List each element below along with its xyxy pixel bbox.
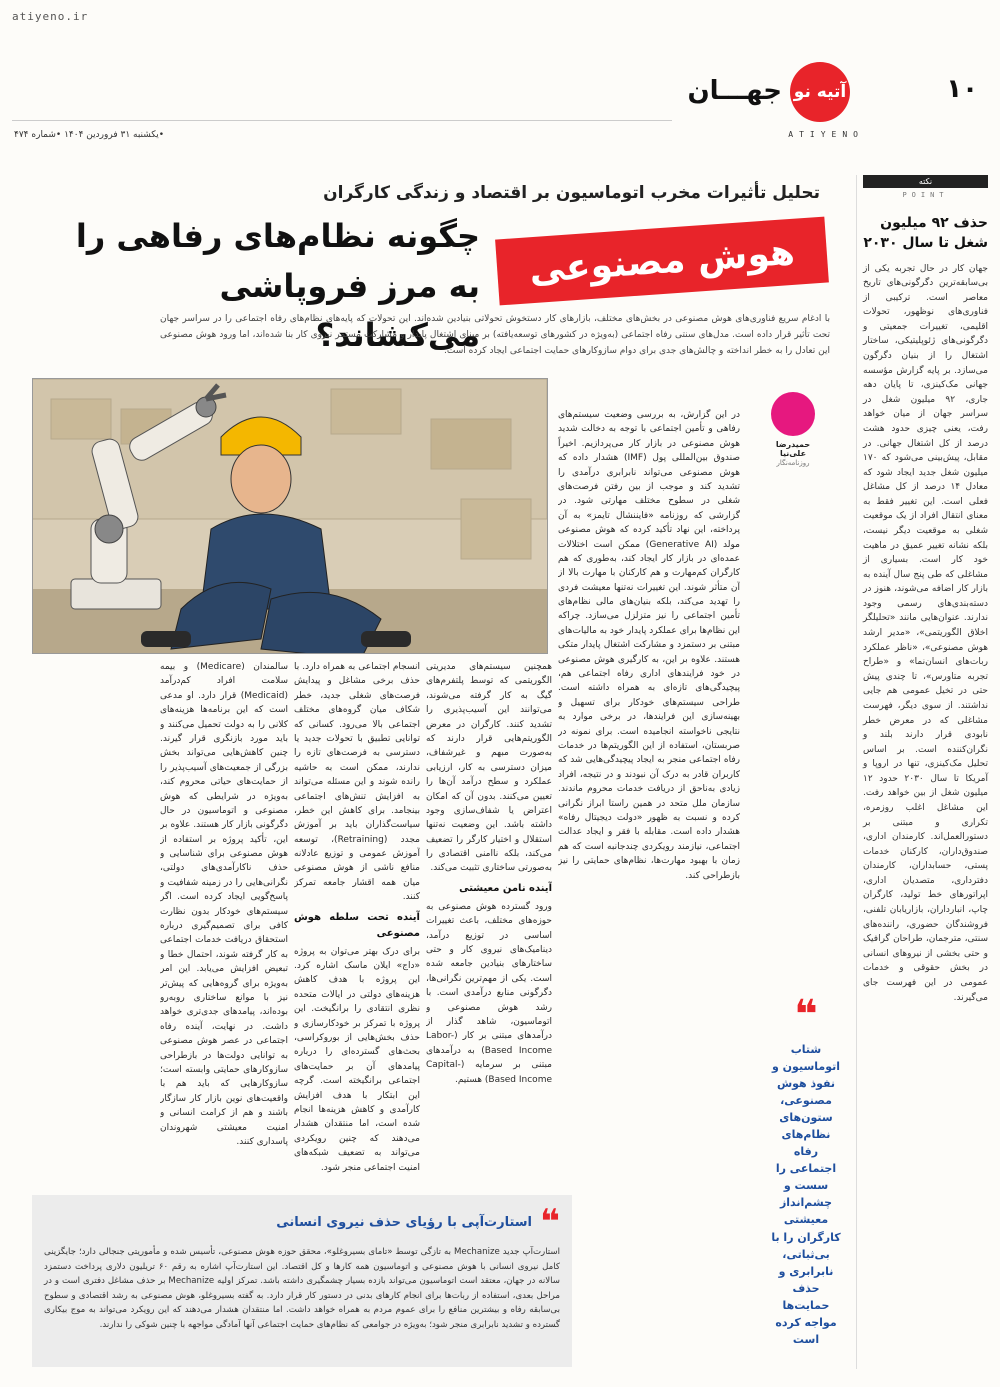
- sidebar-title: حذف ۹۲ میلیون شغل تا سال ۲۰۳۰: [863, 215, 988, 252]
- box-title: استارت‌آپی با رؤیای حذف نیروی انسانی: [276, 1214, 533, 1230]
- point-label-en: POINT: [902, 191, 949, 199]
- logo-text: آتیه نو: [793, 82, 847, 102]
- box-text: استارت‌آپ جدید Mechanize به تازگی توسط «تامای بسیروغلو»، محقق حوزه هوش مصنوعی، تأسیس شده و مأموریتی جنجالی دارد؛ جایگزینی کامل نیروی انسانی با هوش مصنوعی و اتوماسیون همه کارها و کل اقتصاد. این استارت‌آپ اشاره به رقم ۶۰ تریلیون دلاری پرداخت دستمزد سالانه در جهان، معتقد است اتوماسیون می‌تواند بازده بسیار چشمگیری داشته باشد. تمرکز اولیه Mechanize بر حذف مشاغل دفتری است و در مراحل بعدی، استفاده از ربات‌ها برای انجام کارهای بدنی در دستور کار قرار دارد. به گفته بسیروغلو، هوش مصنوعی به رشد اقتصادی و سطوح بی‌سابقه رفاه و بیشترین منافع را برای عموم مردم به همراه خواهد داشت. اما منتقدان هشدار می‌دهند که این رویکرد می‌تواند به موج بیکاری گسترده و تشدید نابرابری منجر شود؛ به‌ویژه در جوامعی که نظام‌های حمایت اجتماعی آنها آمادگی مواجهه با چنین شوکی را ندارند.: [44, 1247, 561, 1331]
- banner-text: هوش مصنوعی: [528, 231, 796, 291]
- startup-box: [32, 1195, 572, 1367]
- column-4-text: سالمندان (Medicare) و بیمه سلامت افراد کم‌درآمد (Medicaid) قرار دارد. او مدعی است که این برنامه‌ها هزینه‌های کلانی را به دولت تحمیل می‌کنند و باید مورد بازنگری قرار گیرند. چنین کاهش‌هایی می‌تواند بخش بزرگی از جمعیت‌های آسیب‌پذیر را از حمایت‌های حیاتی محروم کند، به‌ویژه در شرایطی که هوش مصنوعی و اتوماسیون در حال دگرگونی بازار کار هستند. علاوه بر این، تأکید پروژه بر استفاده از هوش مصنوعی برای شناسایی و حذف ناکارآمدی‌های دولتی، نگرانی‌هایی را در زمینه شفافیت و پاسخ‌گویی ایجاد کرده است. اگر سیستم‌های خودکار بدون نظارت کافی برای تصمیم‌گیری درباره استحقاق دریافت خدمات اجتماعی به کار گرفته شوند، احتمال خطا و تبعیض افزایش می‌یابد. این امر به‌ویژه برای گروه‌هایی که پیش‌تر نیز با موانع ساختاری روبه‌رو بوده‌اند، پیامدهای جدی‌تری خواهد داشت. در نهایت، آینده رفاه اجتماعی در عصر هوش مصنوعی به توانایی دولت‌ها در بازطراحی سازوکارهای حمایتی وابسته است؛ سازوکارهایی که باید هم با واقعیت‌های نوین بازار کار سازگار باشند و هم از کرامت انسانی و امنیت معیشتی شهروندان پاسداری کنند.: [160, 662, 288, 1147]
- article-supertitle: تحلیل تأثیرات مخرب اتوماسیون بر اقتصاد و زندگی کارگران: [323, 183, 820, 203]
- page-number: ۱۰: [946, 74, 978, 104]
- quote-icon: ❝: [540, 1202, 560, 1242]
- section-title: جهـــان: [687, 76, 782, 106]
- subhead-future-livelihood: آینده نامن معیشتی: [459, 882, 552, 894]
- point-label: نکته: [863, 175, 988, 188]
- column-1-text: در این گزارش، به بررسی وضعیت سیستم‌های رفاهی و تأمین اجتماعی با توجه به دخالت شدید هوش مصنوعی در بازار کار می‌پردازیم. اخیراً صندوق بین‌المللی پول (IMF) هشدار داده که هوش مصنوعی می‌تواند نابرابری درآمدی را تشدید کند و موجب از بین رفتن فرصت‌های شغلی در سطوح مختلف مهارتی شود. در گزارشی که روزنامه «فایننشال تایمز» به آن پرداخته، این نهاد تأکید کرده که هوش مصنوعی مولد (Generative AI) ممکن است اختلالات عمده‌ای در بازار کار ایجاد کند، به‌طوری که هم کارگران کم‌مهارت و هم کارکنان با مهارت بالا از آن متأثر شوند. این تغییرات نه‌تنها معیشت فردی را تهدید می‌کند، بلکه بنیان‌های مالی نظام‌های تأمین اجتماعی را نیز متزلزل می‌سازد. چراکه این نظام‌ها برای عملکرد پایدار خود به مالیات‌های مبتنی بر دستمزد و مشارکت اشتغال پایدار متکی هستند. علاوه بر این، به کارگیری هوش مصنوعی در خود فرایندهای اداری رفاه اجتماعی هم، پیچیدگی‌های تازه‌ای به همراه داشته است. طراحی سیستم‌های خودکار برای تسهیل و بهینه‌سازی این فرایندها، در برخی موارد به نتایجی ناخواسته انجامیده است. برای نمونه در صربستان، استفاده از این الگوریتم‌ها در خدمات رفاه اجتماعی منجر به ایجاد پیچیدگی‌هایی شد که کاربران قادر به درک آن نبودند و در نتیجه، افراد زیادی به‌ناحق از دریافت خدمات محروم ماندند. سازمان ملل متحد در همین راستا ابراز نگرانی کرده و نسبت به ظهور «دولت دیجیتال رفاه» هشدار داده است. مقابله با فقر و ایجاد عدالت اجتماعی، نیازمند رویکردی چندجانبه است که هم زمان با بهبود مهارت‌ها، نظام‌های حمایتی را نیز بازطراحی کند.: [558, 410, 740, 881]
- quote-icon: ❝: [794, 992, 818, 1038]
- newspaper-logo[interactable]: [790, 62, 850, 122]
- author-name: حمیدرضا علی‌نیا: [775, 440, 811, 458]
- site-url[interactable]: atiyeno.ir: [12, 10, 89, 23]
- pull-quote: [770, 992, 842, 1348]
- point-sidebar: [856, 175, 988, 1369]
- article-column-3: [294, 660, 420, 1200]
- logo-caption: ATIYENO: [788, 130, 864, 139]
- issue-info: •یکشنبه ۳۱ فروردین ۱۴۰۴ •شماره ۴۷۴: [14, 130, 165, 140]
- column-2-text: همچنین سیستم‌های مدیریتی الگوریتمی که توسط پلتفرم‌های گیگ به کار گرفته می‌شوند، می‌توانند این آسیب‌پذیری را تشدید کنند. کارگران در معرض الگوریتم‌هایی قرار دارند که به‌صورت مبهم و غیرشفاف، میزان دسترسی به کار، ارزیابی عملکرد و سطح درآمد آن‌ها را تعیین می‌کنند. بدون آن که امکان اعتراض یا شفاف‌سازی وجود داشته باشد. این وضعیت نه‌تنها استقلال و اختیار کارگر را تضعیف می‌کند، بلکه ناامنی اقتصادی را به‌صورتی ساختاری تثبیت می‌کند.: [426, 662, 552, 874]
- author-role: روزنامه‌نگار: [776, 459, 810, 467]
- article-column-2: [426, 660, 552, 1200]
- worker-robot-illustration: [32, 378, 548, 654]
- article-lead: با ادغام سریع فناوری‌های هوش مصنوعی در بخش‌های مختلف، بازارهای کار دستخوش تحولاتی بنیادین شده‌اند. این تحولات که پایه‌های نظام‌های رفاه اجتماعی را در سراسر جهان تحت تأثیر قرار داده است. مدل‌های سنتی رفاه اجتماعی (به‌ویژه در کشورهای توسعه‌یافته) بر مبنای اشتغال پایدار و مشارکت مستمر نیروی کار بنا شده‌اند، اما ورود هوش مصنوعی این تعادل را به خطر انداخته و چالش‌های جدی برای دوام سازوکارهای حمایت اجتماعی ایجاد کرده است.: [160, 314, 830, 356]
- box-title-row: [44, 1202, 560, 1242]
- column-3-text: انسجام اجتماعی به همراه دارد. با حذف برخی مشاغل و پیدایش فرصت‌های شغلی جدید، خطر شکاف میان گروه‌های مختلف اجتماعی بالا می‌رود. کسانی که توانایی تطبیق با تحولات جدید یا دسترسی به فرصت‌های تازه را ندارند، ممکن است به حاشیه رانده شوند و این مسئله می‌تواند به افزایش تنش‌های اجتماعی بینجامد. برای کاهش این خطر، سیاست‌گذاران باید بر آموزش مجدد (Retraining)، توسعه آموزش عمومی و توزیع عادلانه منافع ناشی از هوش مصنوعی میان همه اقشار جامعه تمرکز کنند.: [294, 662, 420, 903]
- author-block: [766, 392, 820, 467]
- headline-banner: [495, 217, 829, 306]
- column-3-text-cont: برای درک بهتر می‌توان به پروژه «داج» ایلان ماسک اشاره کرد. این پروژه با هدف کاهش هزینه‌های دولتی در ایالات متحده نظری انتقادی را برانگیخت. این پروژه با تمرکز بر خودکارسازی و حذف بخش‌هایی از بوروکراسی، بحث‌های گسترده‌ای را درباره پیامدهای آن بر حمایت‌های اجتماعی برانگیخته است. گرچه این ابتکار با هدف افزایش کارآمدی و کاهش هزینه‌ها انجام شده است، اما منتقدان هشدار می‌دهند که چنین رویکردی می‌تواند به تضعیف شبکه‌های امنیت اجتماعی منجر شود.: [294, 946, 420, 1173]
- header-divider: [12, 120, 672, 121]
- article-column-4: [160, 660, 288, 1200]
- column-2-text-cont: ورود گسترده هوش مصنوعی به حوزه‌های مختلف، باعث تغییرات اساسی در توزیع درآمد، دینامیک‌های نیروی کار و حتی ساختارهای بنیادین جامعه شده است. یکی از مهم‌ترین نگرانی‌ها، دگرگونی منابع درآمدی است. با رشد هوش مصنوعی و اتوماسیون، شاهد گذار از درآمدهای مبتنی بر کار (Labor-Based Income) به درآمدهای مبتنی بر سرمایه (Capital-Based Income) هستیم.: [426, 901, 552, 1085]
- article-column-1: [558, 408, 740, 1200]
- author-avatar: [771, 392, 815, 436]
- subhead-ai-dominated-future: آینده تحت سلطه هوش مصنوعی: [294, 911, 420, 939]
- article-headline: چگونه نظام‌های رفاهی را به مرز فروپاشی می‌کشاند؟: [75, 217, 480, 355]
- sidebar-text: جهان کار در حال تجربه یکی از بی‌سابقه‌ترین دگرگونی‌های تاریخ معاصر است. ترکیبی از فناوری‌های نوظهور، تحولات اقلیمی، تغییرات جمعیتی و دگرگونی‌های ژئوپلیتیکی، ساختار اشتغال را از بنیان دگرگون می‌سازد. بر پایه گزارش مؤسسه جهانی مک‌کینزی، تا پایان دهه جاری، ۹۲ میلیون شغل در سراسر جهان از میان خواهد رفت، یعنی چیزی حدود هشت درصد از کل اشتغال جهانی. در مقابل، پیش‌بینی می‌شود که ۱۷۰ میلیون شغل جدید ایجاد شود که معادل ۱۴ درصد از کل مشاغل فعلی است. این تغییر فقط به معنای انتقال افراد از یک موقعیت شغلی به موقعیت دیگر نیست، بلکه نشانه تغییر عمیق در ماهیت خود کار است. بسیاری از مشاغلی که طی پنج سال آینده به بازار کار اضافه می‌شوند، هنوز در دسته‌بندی‌های رسمی وجود ندارند. عنوان‌هایی مانند «تحلیلگر اخلاق الگوریتمی»، «مدیر ارشد هوش مصنوعی»، «ناظر عملکرد ربات‌های انسان‌نما» و «طراح تجربه متاورس»، تا چندی پیش حتی در تخیل عمومی هم جایی نداشتند. از سوی دیگر، فهرست مشاغلی که در معرض خطر نابودی قرار دارند بلند و نگران‌کننده است. بر اساس تحلیل مک‌کینزی، تنها در اروپا و آمریکا تا سال ۲۰۳۰ حدود ۱۲ میلیون شغل از بین خواهد رفت. این مشاغل اغلب روزمره، تکراری و مبتنی بر دستورالعمل‌اند. کارمندان اداری، صندوق‌داران، کارکنان خدمات پستی، حسابداران، کارمندان دفترداری، متصدیان اداری، اپراتورهای خط تولید، کارگران چاپ، انبارداران، بازاریابان تلفنی، فروشندگان حضوری، راننده‌های سنتی، مترجمان، طراحان گرافیک و حتی بخشی از نیروهای انسانی در بخش حقوقی و خدمات عمومی در این فهرست جای می‌گیرند.: [863, 263, 988, 1003]
- illustration-svg: [32, 379, 547, 654]
- pull-quote-text: شتاب اتوماسیون و نفوذ هوش مصنوعی، ستون‌های نظام‌های رفاه اجتماعی را سست و چشم‌انداز معیشتی کارگران را با بی‌ثباتی، نابرابری و حذف حمایت‌ها مواجه کرده است: [771, 1043, 841, 1346]
